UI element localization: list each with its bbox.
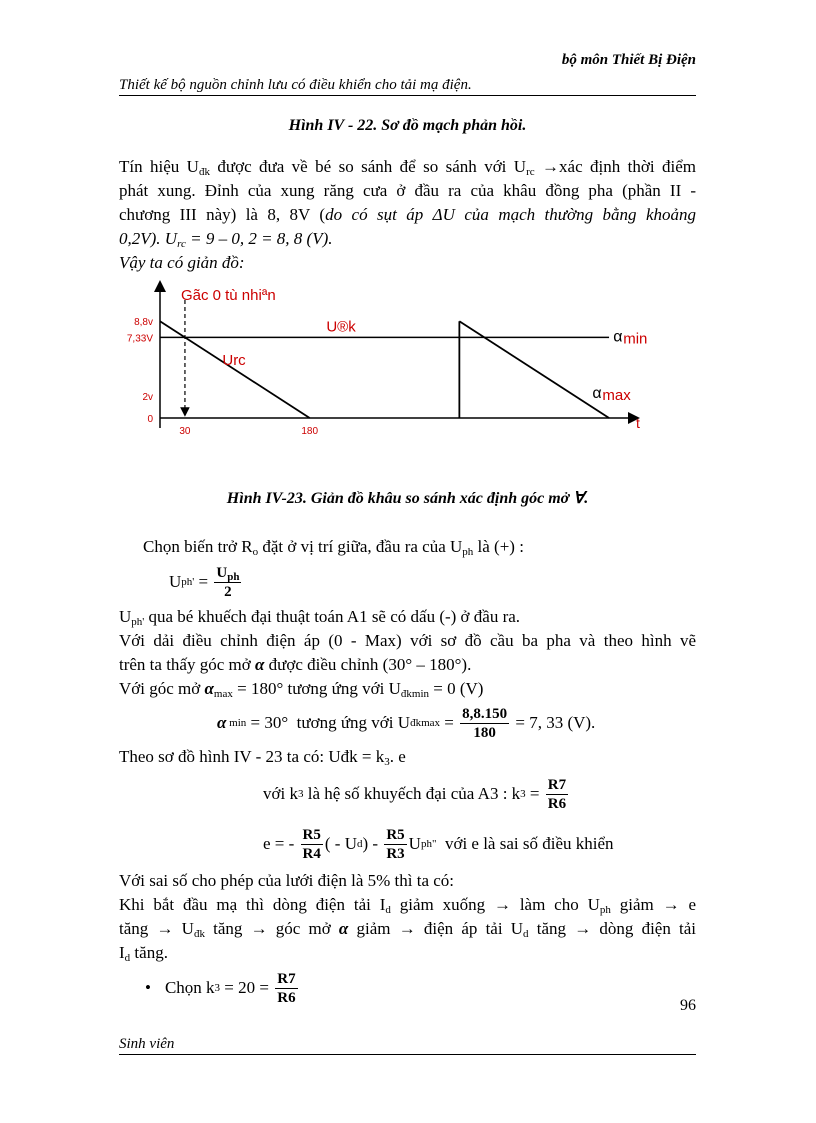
fraction-r7-over-r6-choice: $\frac{R7}{R6}$ [277, 970, 296, 1006]
urc-ramp-2 [459, 321, 609, 418]
p2-line13: $I_d$ tăng. [119, 943, 168, 964]
footer-rule [119, 1054, 696, 1055]
p1-line4: 0,2V). $U_{rc} = 9 - 0$, 2 = 8, 8 (V). [119, 229, 333, 250]
x-tick-label: 30 [179, 426, 191, 437]
alpha-min-subscript: min [623, 330, 648, 348]
student-label: Sinh viên [119, 1036, 175, 1052]
bullet-dot: • [145, 978, 151, 997]
x-axis-label: t [636, 415, 640, 431]
urc-label: Urc [222, 352, 246, 370]
figure-22-caption: Hình IV - 22. Sơ đồ mạch phản hồi. [288, 117, 527, 134]
equation-error: e = - $\frac{R5}{R4}$ ( - U d ) - $\frac{R5}{R3}$ U ph" với e là sai số điều khiển [263, 826, 614, 862]
paragraph-comparator-intro [119, 155, 696, 275]
figure-23-caption: Hình IV-23. Giản đồ khâu so sánh xác định góc mở ∀. [226, 490, 589, 507]
p2-line2: $U_{ph'}$ qua bé khuếch đại thuật toán A1 sẽ có dấu (-) ở đầu ra. [119, 607, 521, 628]
p2-line10: Với sai số cho phép của lưới điện là 5% thì ta có: [119, 871, 455, 890]
page-number: 96 [680, 997, 696, 1014]
x-tick-label: 180 [301, 426, 319, 437]
fraction-r7-over-r6: $\frac{R7}{R6}$ [547, 776, 567, 812]
alpha-max-label: α [592, 385, 602, 403]
p2-line4: trên ta thấy góc mở α được điều chỉnh (30° – 180°). [119, 655, 472, 674]
paragraph-control-analysis [119, 535, 696, 1011]
p2-line11: Khi bắt đầu mạ thì dòng điện tải $I_d$ giảm xuống → làm cho $U_{ph}$ giảm → e [119, 895, 697, 916]
comparator-timing-diagram [119, 278, 679, 443]
p2-line3: Với dải điều chỉnh điện áp (0 - Max) với sơ đồ cầu ba pha và theo hình vẽ [119, 631, 696, 650]
equation-alpha-min: α min = 30° tương ứng với U đkmax = $\frac{8,8.150}{180}$ = 7, 33 (V). [217, 705, 596, 741]
natural-angle-label: Gãc 0 tù nhiªn [180, 287, 276, 304]
header-rule [119, 95, 696, 96]
p2-line12: tăng → $U_{đk}$ tăng → góc mở α giảm → điện áp tải $U_d$ tăng → dòng điện tải [119, 919, 697, 940]
fraction-uph-over-2: $\frac{U_{ph}}{2}$ [216, 564, 240, 600]
p1-line5: Vậy ta có giản đồ: [119, 253, 245, 272]
fraction-r5-over-r3: $\frac{R5}{R3}$ [386, 826, 405, 862]
bullet-choose-k3: • Chọn k 3 = 20 = $\frac{R7}{R6}$ [145, 970, 296, 1006]
alpha-min-label: α [613, 328, 623, 346]
p1-line3: chương III này) là 8, 8V (do có sụt áp ΔU của mạch thường bằng khoảng [119, 205, 697, 224]
p2-line5: Với góc mở $\alpha_{max} = 180^\circ$ tương ứng với $U_{đkmin} = 0$ (V) [119, 679, 484, 700]
p2-line7: Theo sơ đồ hình IV - 23 ta có: Uđk = $k_3$. e [119, 747, 406, 768]
udk-label: U®k [326, 318, 356, 336]
equation-uph: U ph' = $\frac{U_{ph}}{2}$ [169, 564, 240, 600]
p2-line1: Chọn biến trở $R_o$ đặt ở vị trí giữa, đầu ra của $U_{ph}$ là (+) : [143, 537, 524, 558]
y-tick-label: 7,33V [126, 333, 153, 345]
fraction-88-150-over-180: $\frac{8,8.150}{180}$ [462, 705, 508, 741]
y-tick-label: 8,8v [134, 317, 153, 329]
alpha-max-subscript: max [602, 387, 631, 405]
fraction-r5-over-r4: $\frac{R5}{R4}$ [302, 826, 321, 862]
p1-line1: Tín hiệu $U_{đk}$ được đưa về bé so sánh để so sánh với $U_{rc}$ →xác định thời điểm [119, 157, 696, 178]
urc-ramp-1 [160, 321, 310, 418]
thesis-title-header: Thiết kế bộ nguồn chỉnh lưu có điều khiển cho tải mạ điện. [119, 77, 472, 93]
department-header: bộ môn Thiết Bị Điện [561, 52, 696, 68]
equation-k3: với k 3 là hệ số khuyếch đại của A3 : k 3 = $\frac{R7}{R6}$ [263, 776, 567, 812]
y-tick-label: 2v [142, 392, 153, 403]
p1-line2: phát xung. Đỉnh của xung răng cưa ở đầu ra của khâu đồng pha (phần II - [119, 181, 696, 200]
y-tick-label: 0 [147, 414, 153, 425]
